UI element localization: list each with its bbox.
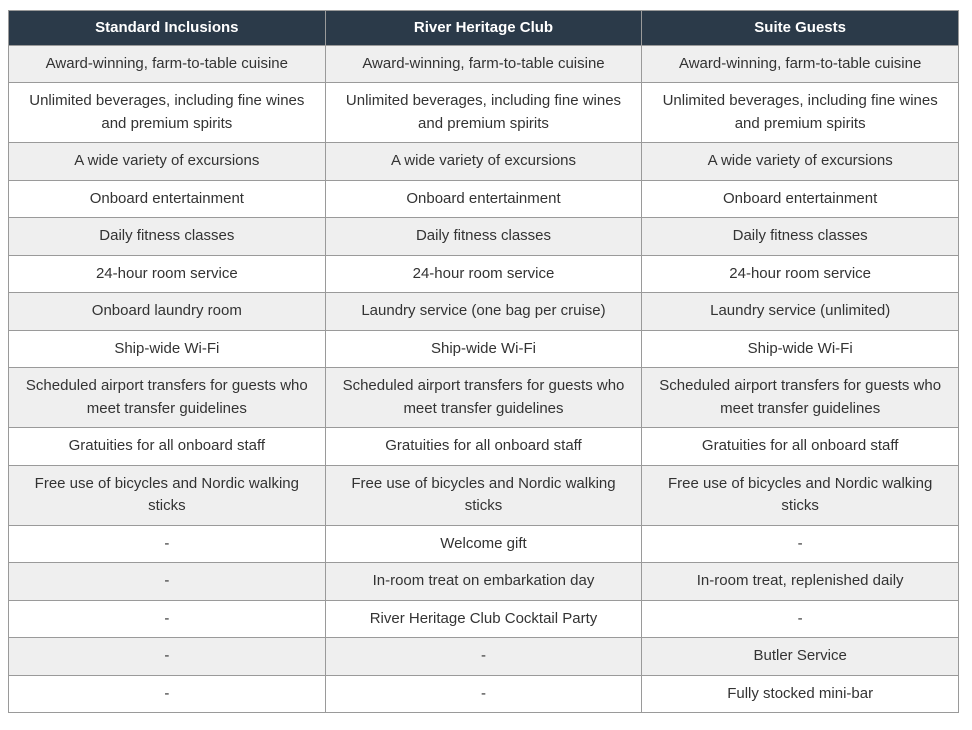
- table-row: [9, 293, 959, 331]
- table-cell: -: [325, 675, 642, 713]
- table-cell: Laundry service (one bag per cruise): [325, 293, 642, 331]
- table-cell: 24-hour room service: [325, 255, 642, 293]
- table-row: [9, 428, 959, 466]
- table-cell: -: [9, 675, 326, 713]
- table-cell: Onboard entertainment: [325, 180, 642, 218]
- table-cell: Unlimited beverages, including fine wines and premium spirits: [642, 83, 959, 143]
- table-row: [9, 563, 959, 601]
- header-row: [9, 11, 959, 46]
- table-cell: In-room treat, replenished daily: [642, 563, 959, 601]
- table-cell: Daily fitness classes: [642, 218, 959, 256]
- table-cell: River Heritage Club Cocktail Party: [325, 600, 642, 638]
- inclusions-comparison-table: [8, 10, 959, 713]
- header-suite-guests: Suite Guests: [642, 11, 959, 46]
- table-cell: Scheduled airport transfers for guests who meet transfer guidelines: [325, 368, 642, 428]
- table-cell: Onboard entertainment: [9, 180, 326, 218]
- table-cell: Free use of bicycles and Nordic walking sticks: [325, 465, 642, 525]
- table-cell: Ship-wide Wi-Fi: [642, 330, 959, 368]
- table-cell: A wide variety of excursions: [325, 143, 642, 181]
- table-header: [9, 11, 959, 46]
- table-cell: -: [9, 638, 326, 676]
- table-cell: In-room treat on embarkation day: [325, 563, 642, 601]
- table-cell: -: [642, 600, 959, 638]
- table-cell: Butler Service: [642, 638, 959, 676]
- header-standard-inclusions: Standard Inclusions: [9, 11, 326, 46]
- table-body: [9, 45, 959, 713]
- table-row: [9, 255, 959, 293]
- header-river-heritage-club: River Heritage Club: [325, 11, 642, 46]
- table-cell: Award-winning, farm-to-table cuisine: [9, 45, 326, 83]
- table-row: [9, 368, 959, 428]
- table-cell: Gratuities for all onboard staff: [325, 428, 642, 466]
- table-cell: Scheduled airport transfers for guests who meet transfer guidelines: [642, 368, 959, 428]
- table-cell: -: [325, 638, 642, 676]
- table-row: [9, 218, 959, 256]
- table-cell: Daily fitness classes: [325, 218, 642, 256]
- table-row: [9, 465, 959, 525]
- table-cell: 24-hour room service: [9, 255, 326, 293]
- table-cell: Award-winning, farm-to-table cuisine: [642, 45, 959, 83]
- table-row: [9, 143, 959, 181]
- table-cell: Free use of bicycles and Nordic walking sticks: [9, 465, 326, 525]
- table-cell: -: [9, 563, 326, 601]
- table-cell: A wide variety of excursions: [642, 143, 959, 181]
- table-cell: A wide variety of excursions: [9, 143, 326, 181]
- table-row: [9, 525, 959, 563]
- table-cell: Onboard entertainment: [642, 180, 959, 218]
- table-cell: 24-hour room service: [642, 255, 959, 293]
- table-row: [9, 638, 959, 676]
- table-cell: -: [9, 525, 326, 563]
- table-row: [9, 675, 959, 713]
- table-row: [9, 600, 959, 638]
- table-cell: Gratuities for all onboard staff: [9, 428, 326, 466]
- table-cell: -: [9, 600, 326, 638]
- table-cell: Daily fitness classes: [9, 218, 326, 256]
- table-row: [9, 83, 959, 143]
- table-row: [9, 180, 959, 218]
- table-cell: Unlimited beverages, including fine wines and premium spirits: [9, 83, 326, 143]
- table-cell: Free use of bicycles and Nordic walking sticks: [642, 465, 959, 525]
- table-cell: -: [642, 525, 959, 563]
- table-cell: Gratuities for all onboard staff: [642, 428, 959, 466]
- table-row: [9, 330, 959, 368]
- table-cell: Laundry service (unlimited): [642, 293, 959, 331]
- table-cell: Onboard laundry room: [9, 293, 326, 331]
- table-cell: Welcome gift: [325, 525, 642, 563]
- table-cell: Unlimited beverages, including fine wines and premium spirits: [325, 83, 642, 143]
- table-cell: Award-winning, farm-to-table cuisine: [325, 45, 642, 83]
- table-cell: Ship-wide Wi-Fi: [9, 330, 326, 368]
- table-cell: Fully stocked mini-bar: [642, 675, 959, 713]
- table-cell: Scheduled airport transfers for guests who meet transfer guidelines: [9, 368, 326, 428]
- table-row: [9, 45, 959, 83]
- table-cell: Ship-wide Wi-Fi: [325, 330, 642, 368]
